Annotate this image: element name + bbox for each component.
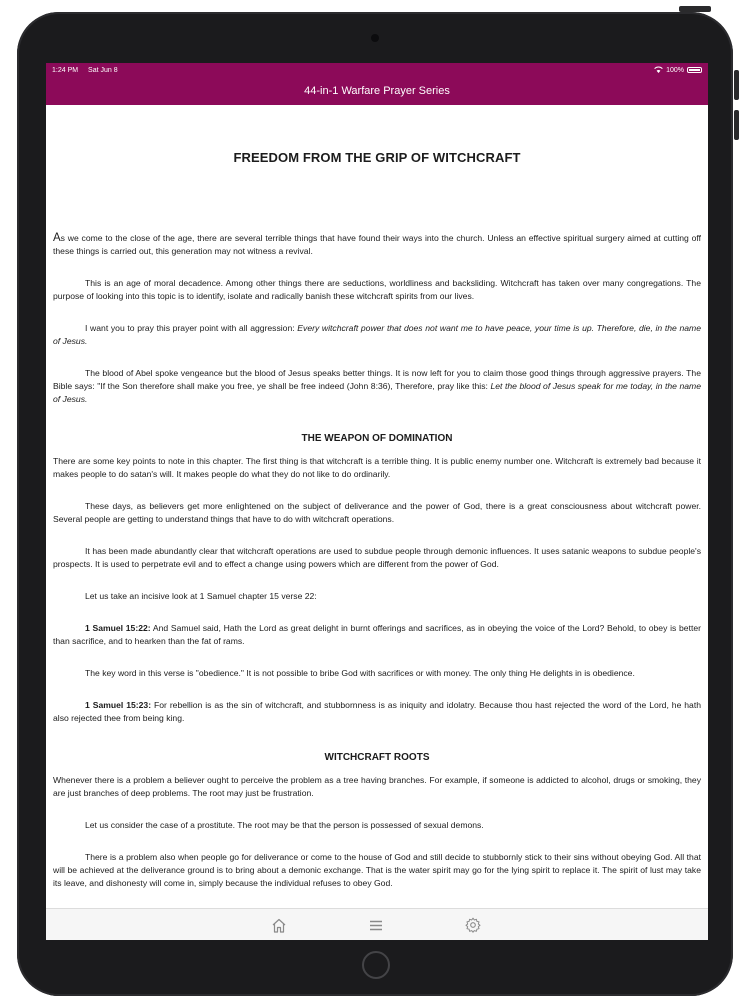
- prayer-point: Let the blood of Jesus speak for me today, in the name of Jesus.: [53, 381, 701, 404]
- paragraph: Let us consider the case of a prostitute. The root may be that the person is possessed of sexual demons.: [85, 820, 484, 830]
- prayer-paragraph: [53, 367, 701, 406]
- scripture-reference: 1 Samuel 15:22:: [85, 623, 151, 633]
- scripture-paragraph: [53, 699, 701, 725]
- paragraph: This is an age of moral decadence. Among other things there are seductions, worldliness and backsliding. Witchcraft has taken over many congregations. The purpose of looking into this topic is to identify, isolate and radically banish these witchcraft spirits from our lives.: [53, 278, 701, 301]
- intro-text: s we come to the close of the age, there are several terrible things that have found their ways into the church. Unless an effective spiritual surgery aimed at cutting off these things is carried out, this generation may not witness a revival.: [53, 233, 701, 256]
- prayer-point: Every witchcraft power that does not want me to have peace, your time is up. Therefore, die, in the name of Jesus.: [53, 323, 701, 346]
- volume-down-button: [734, 110, 739, 140]
- paragraph: These days, as believers get more enlightened on the subject of deliverance and the power of God, there is a great consciousness about witchcraft power. Several people are getting to understand things that have to do with witchcraft operations.: [53, 501, 701, 524]
- status-left: [52, 67, 126, 74]
- section-heading-weapon: THE WEAPON OF DOMINATION: [301, 433, 453, 444]
- paragraph: The key word in this verse is "obedience." It is not possible to bribe God with sacrifices or with money. The only thing He delights in is obedience.: [85, 668, 635, 678]
- prayer-paragraph: [53, 322, 701, 348]
- scripture-text: For rebellion is as the sin of witchcraft, and stubbornness is as iniquity and idolatry. Because thou hast rejected the word of the Lord, he hath also rejected thee from being king.: [53, 700, 701, 723]
- status-bar: [46, 63, 708, 77]
- paragraph: There is a problem also when people go for deliverance or come to the house of God and still decide to stubbornly stick to their sins without obeying God. All that will be achieved at the deliverance ground is to bring about a demonic exchange. That is the water spirit may go for the lying spirit to replace it. The spirit of lust may take its leave, and dishonesty will come in, simply because the individual refuses to obey God.: [53, 852, 701, 888]
- section-heading-roots: WITCHCRAFT ROOTS: [324, 752, 430, 763]
- drop-cap: A: [53, 232, 61, 244]
- status-date: Sat Jun 8: [88, 66, 118, 74]
- front-camera: [371, 34, 379, 42]
- volume-up-button: [734, 70, 739, 100]
- status-right: [654, 66, 702, 75]
- tab-bar: [46, 908, 708, 940]
- power-button: [679, 6, 711, 12]
- battery-percent: 100%: [666, 66, 684, 74]
- scripture-reference: 1 Samuel 15:23:: [85, 700, 152, 710]
- wifi-icon: [654, 66, 663, 75]
- home-icon[interactable]: [270, 917, 288, 933]
- scripture-paragraph: [53, 622, 701, 648]
- paragraph-lead: I want you to pray this prayer point with all aggression:: [85, 323, 298, 333]
- paragraph: It has been made abundantly clear that witchcraft operations are used to subdue people through demonic influences. It uses satanic weapons to subdue people's prospects. It is used to perpetrate evil and to effect a change using powers which are different from the power of God.: [53, 546, 701, 569]
- article-content[interactable]: [53, 105, 701, 908]
- home-button[interactable]: [362, 951, 390, 979]
- nav-bar: [46, 77, 708, 105]
- battery-icon: [687, 67, 702, 73]
- intro-paragraph: [53, 232, 701, 258]
- nav-title: 44-in-1 Warfare Prayer Series: [304, 85, 450, 97]
- paragraph: Let us take an incisive look at 1 Samuel chapter 15 verse 22:: [85, 591, 317, 601]
- scripture-text: And Samuel said, Hath the Lord as great delight in burnt offerings and sacrifices, as in obeying the voice of the Lord? Behold, to obey is better than sacrifice, and to hearken than the fat of rams.: [53, 623, 701, 646]
- article-title: FREEDOM FROM THE GRIP OF WITCHCRAFT: [233, 150, 521, 165]
- status-time: 1:24 PM: [52, 66, 79, 74]
- settings-icon[interactable]: [464, 917, 482, 933]
- app-screen: [46, 63, 708, 940]
- paragraph: There are some key points to note in this chapter. The first thing is that witchcraft is a terrible thing. It is public enemy number one. Witchcraft is extremely bad because it makes people to do satan's will. It makes people do what they do not like to do ordinarily.: [53, 456, 701, 479]
- paragraph-lead: The blood of Abel spoke vengeance but the blood of Jesus speaks better things. It is now left for you to claim those good things through aggressive prayers. The Bible says: "If the Son therefore shall make you free, ye shall be free indeed (John 8:36), Therefore, pray like this:: [53, 368, 701, 391]
- paragraph: Whenever there is a problem a believer ought to perceive the problem as a tree having branches. For example, if someone is addicted to alcohol, drugs or smoking, they are just branches of deep problems. The root may just be frustration.: [53, 775, 701, 798]
- menu-icon[interactable]: [367, 917, 385, 933]
